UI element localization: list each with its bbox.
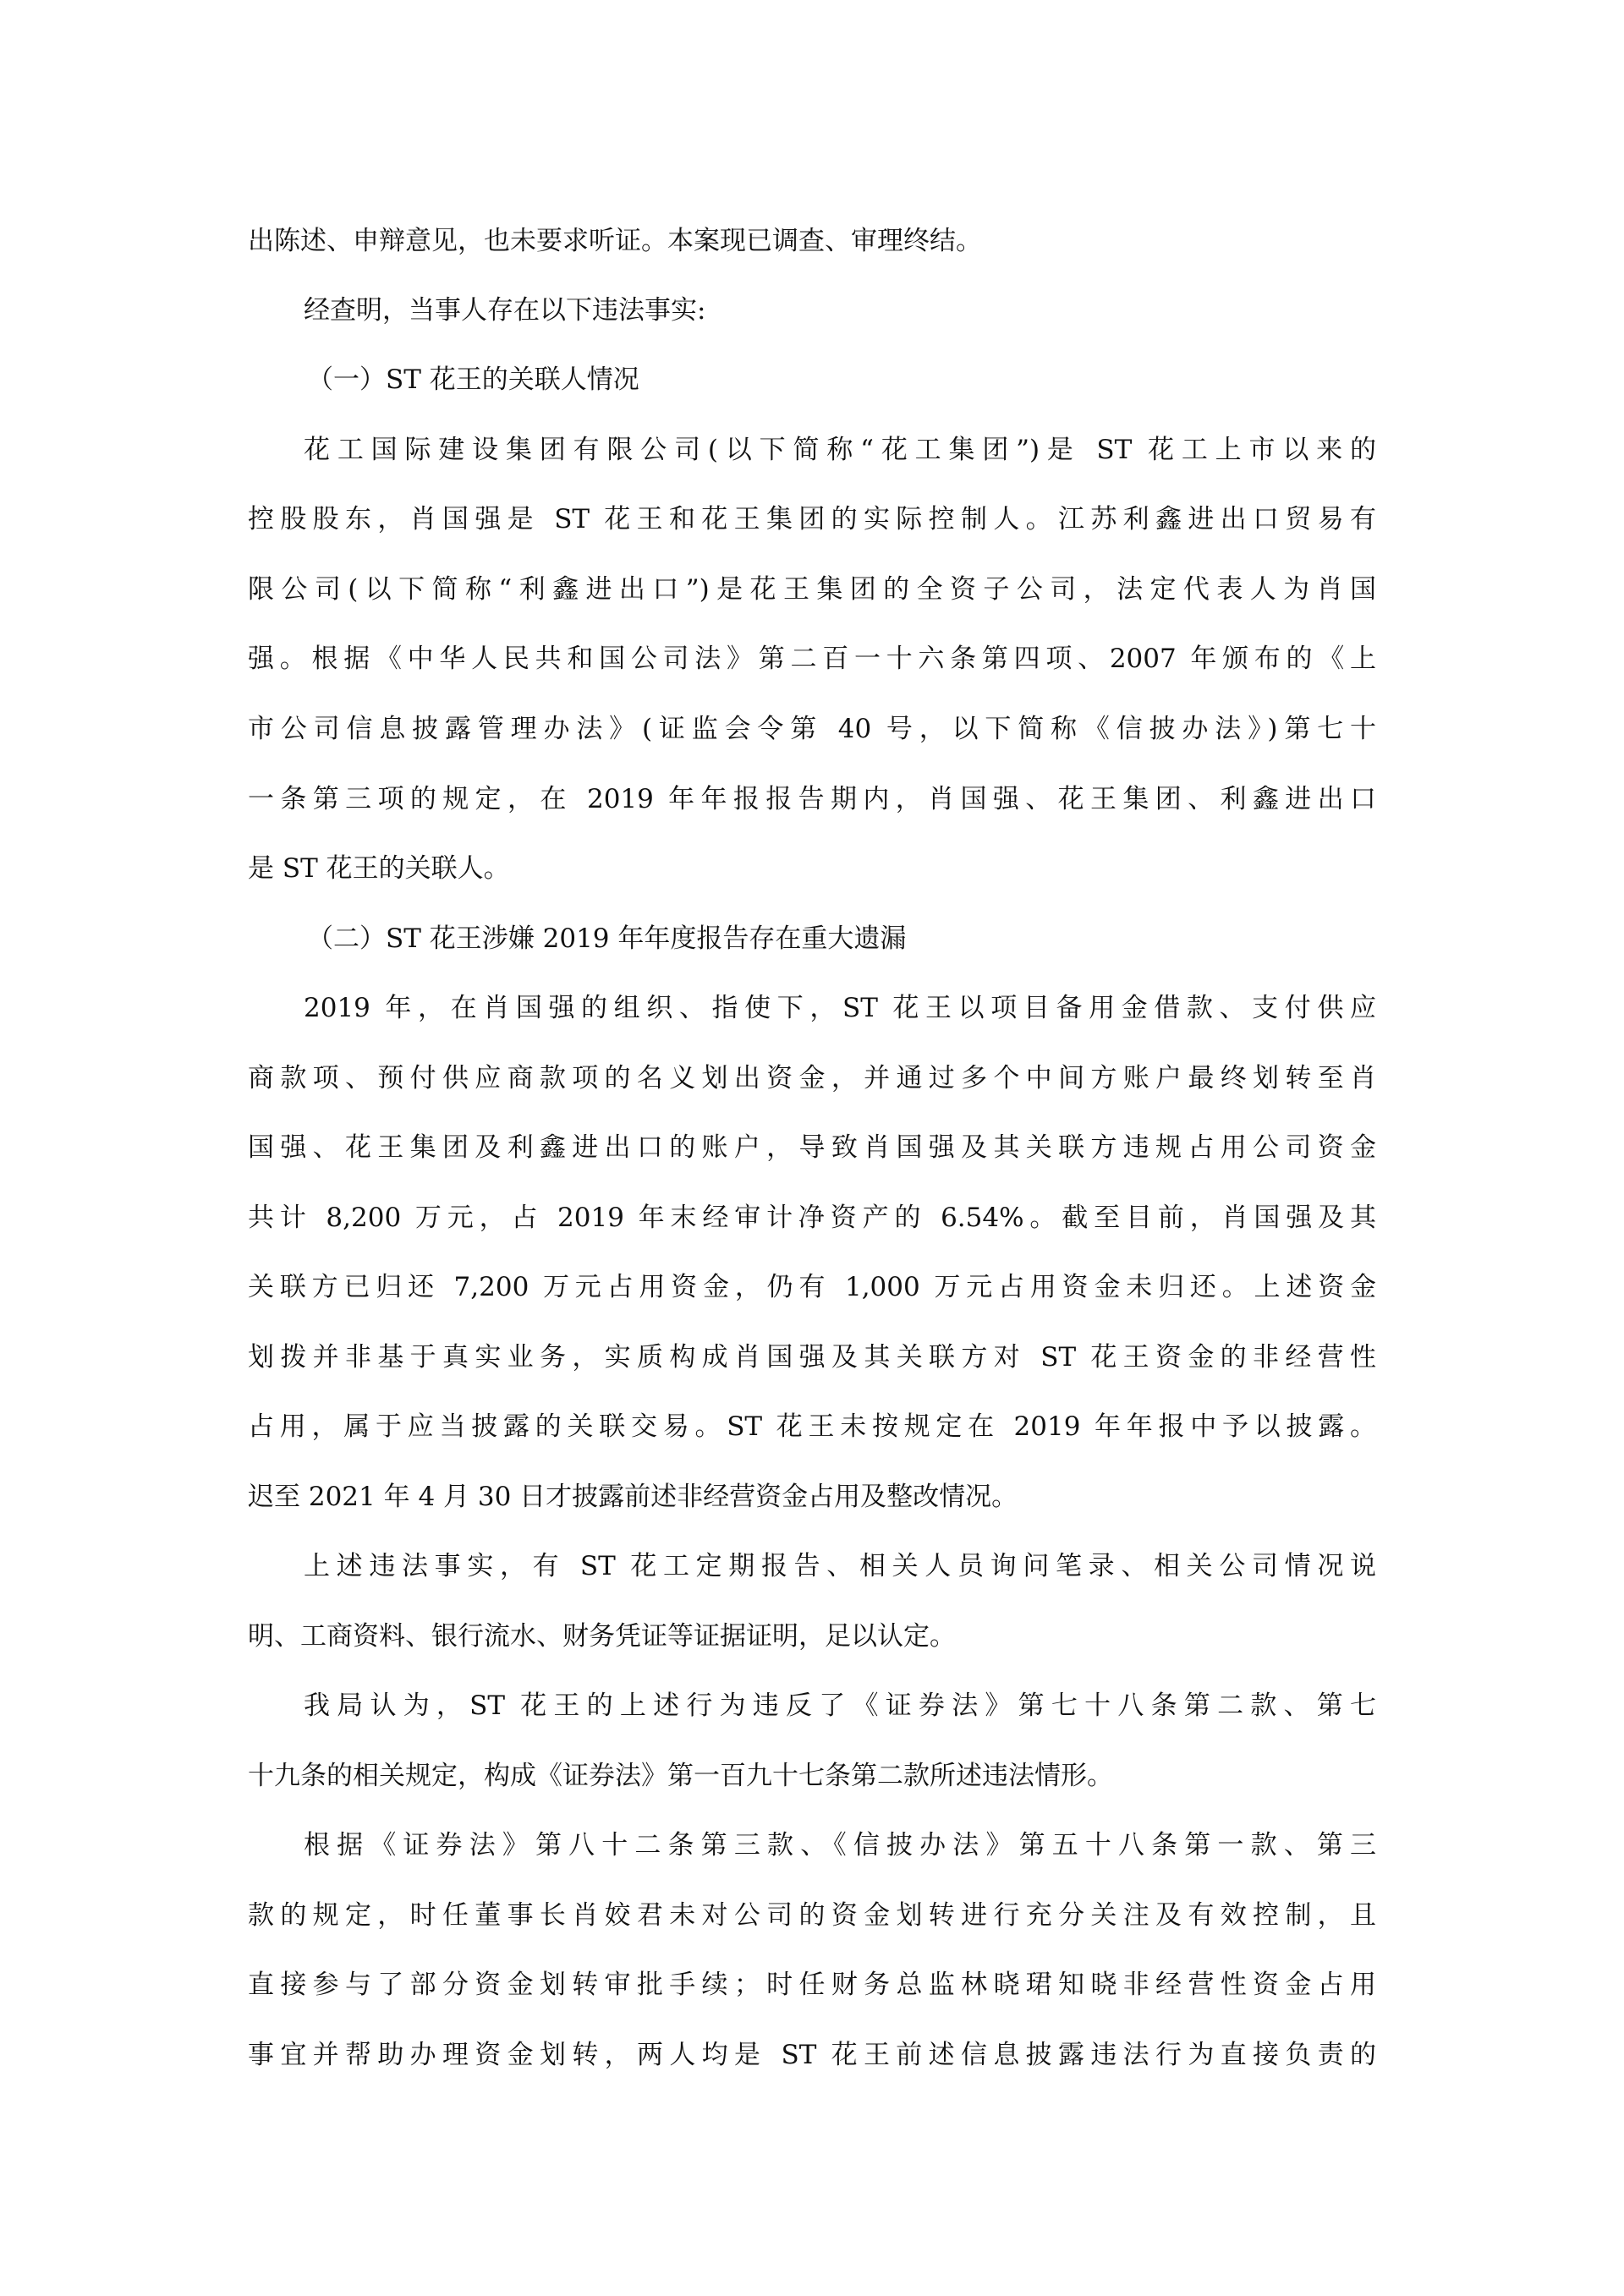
- paragraph-line: 国强、花王集团及利鑫进出口的账户，导致肖国强及其关联方违规占用公司资金: [248, 1132, 1376, 1163]
- paragraph-line: 是 ST 花王的关联人。: [248, 853, 510, 884]
- paragraph-line: 明、工商资料、银行流水、财务凭证等证据证明，足以认定。: [248, 1621, 956, 1652]
- paragraph-line: 控股股东，肖国强是 ST 花王和花王集团的实际控制人。江苏利鑫进出口贸易有: [248, 504, 1376, 534]
- paragraph-line: 直接参与了部分资金划转审批手续；时任财务总监林晓珺知晓非经营性资金占用: [248, 1970, 1376, 2000]
- paragraph-line: 出陈述、申辩意见，也未要求听证。本案现已调查、审理终结。: [248, 226, 982, 256]
- paragraph-line: 经查明，当事人存在以下违法事实:: [304, 295, 706, 326]
- paragraph-line: 2019 年，在肖国强的组织、指使下，ST 花王以项目备用金借款、支付供应: [304, 993, 1376, 1023]
- paragraph-line: 划拨并非基于真实业务，实质构成肖国强及其关联方对 ST 花王资金的非经营性: [248, 1342, 1376, 1373]
- paragraph-line: 根据《证券法》第八十二条第三款、《信披办法》第五十八条第一款、第三: [304, 1830, 1376, 1860]
- paragraph-line: 限公司(以下简称“利鑫进出口”)是花王集团的全资子公司，法定代表人为肖国: [248, 574, 1376, 605]
- paragraph-line: 迟至 2021 年 4 月 30 日才披露前述非经营资金占用及整改情况。: [248, 1482, 1018, 1512]
- paragraph-line: 强。根据《中华人民共和国公司法》第二百一十六条第四项、2007 年颁布的《上: [248, 644, 1376, 674]
- paragraph-line: 我局认为，ST 花王的上述行为违反了《证券法》第七十八条第二款、第七: [304, 1690, 1376, 1721]
- paragraph-line: 共计 8,200 万元，占 2019 年末经审计净资产的 6.54%。截至目前，肖国强及其: [248, 1203, 1376, 1233]
- section-heading: （二）ST 花王涉嫌 2019 年年度报告存在重大遗漏: [307, 923, 907, 954]
- paragraph-line: 事宜并帮助办理资金划转，两人均是 ST 花王前述信息披露违法行为直接负责的: [248, 2040, 1376, 2070]
- section-heading: （一）ST 花王的关联人情况: [307, 364, 639, 395]
- paragraph-line: 一条第三项的规定，在 2019 年年报报告期内，肖国强、花王集团、利鑫进出口: [248, 784, 1376, 814]
- paragraph-line: 占用，属于应当披露的关联交易。ST 花王未按规定在 2019 年年报中予以披露。: [248, 1411, 1376, 1442]
- paragraph-line: 花工国际建设集团有限公司(以下简称“花工集团”)是 ST 花工上市以来的: [304, 435, 1376, 465]
- paragraph-line: 关联方已归还 7,200 万元占用资金，仍有 1,000 万元占用资金未归还。上述资金: [248, 1272, 1376, 1302]
- paragraph-line: 市公司信息披露管理办法》(证监会令第 40 号，以下简称《信披办法》)第七十: [248, 714, 1376, 744]
- paragraph-line: 上述违法事实，有 ST 花工定期报告、相关人员询问笔录、相关公司情况说: [304, 1551, 1376, 1581]
- paragraph-line: 商款项、预付供应商款项的名义划出资金，并通过多个中间方账户最终划转至肖: [248, 1063, 1376, 1093]
- paragraph-line: 款的规定，时任董事长肖姣君未对公司的资金划转进行充分关注及有效控制，且: [248, 1900, 1376, 1931]
- paragraph-line: 十九条的相关规定，构成《证券法》第一百九十七条第二款所述违法情形。: [248, 1761, 1113, 1791]
